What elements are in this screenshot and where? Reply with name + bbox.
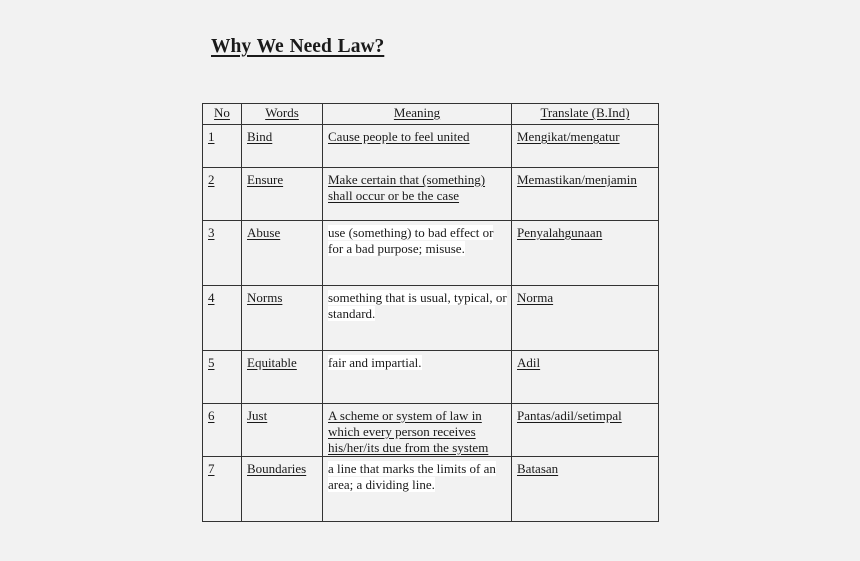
row-meaning: use (something) to bad effect or for a bad purpose; misuse. [323,221,512,286]
row-translate: Mengikat/mengatur [512,125,659,168]
vocabulary-table [202,103,659,522]
table-row [203,221,659,286]
table-row [203,286,659,351]
table-row [203,457,659,522]
header-words: Words [242,104,323,125]
row-word: Boundaries [242,457,323,522]
row-number: 3 [203,221,242,286]
row-meaning: something that is usual, typical, or standard. [323,286,512,351]
table-row [203,168,659,221]
row-translate: Pantas/adil/setimpal [512,404,659,457]
row-word: Bind [242,125,323,168]
row-translate: Batasan [512,457,659,522]
row-number: 5 [203,351,242,404]
table-header-row [203,104,659,125]
row-meaning: fair and impartial. [323,351,512,404]
row-translate: Adil [512,351,659,404]
row-number: 1 [203,125,242,168]
table-row [203,404,659,457]
row-meaning: Cause people to feel united [323,125,512,168]
page-title: Why We Need Law? [211,36,385,57]
row-number: 2 [203,168,242,221]
header-meaning: Meaning [323,104,512,125]
row-word: Abuse [242,221,323,286]
row-word: Ensure [242,168,323,221]
row-translate: Norma [512,286,659,351]
row-meaning: A scheme or system of law in which every person receives his/her/its due from the system [323,404,512,457]
row-word: Norms [242,286,323,351]
row-number: 7 [203,457,242,522]
row-translate: Memastikan/menjamin [512,168,659,221]
header-translate: Translate (B.Ind) [512,104,659,125]
row-number: 4 [203,286,242,351]
header-no: No [203,104,242,125]
row-meaning: a line that marks the limits of an area; a dividing line. [323,457,512,522]
row-meaning: Make certain that (something) shall occur or be the case [323,168,512,221]
row-translate: Penyalahgunaan [512,221,659,286]
row-word: Equitable [242,351,323,404]
table-row [203,351,659,404]
row-word: Just [242,404,323,457]
row-number: 6 [203,404,242,457]
table-row [203,125,659,168]
